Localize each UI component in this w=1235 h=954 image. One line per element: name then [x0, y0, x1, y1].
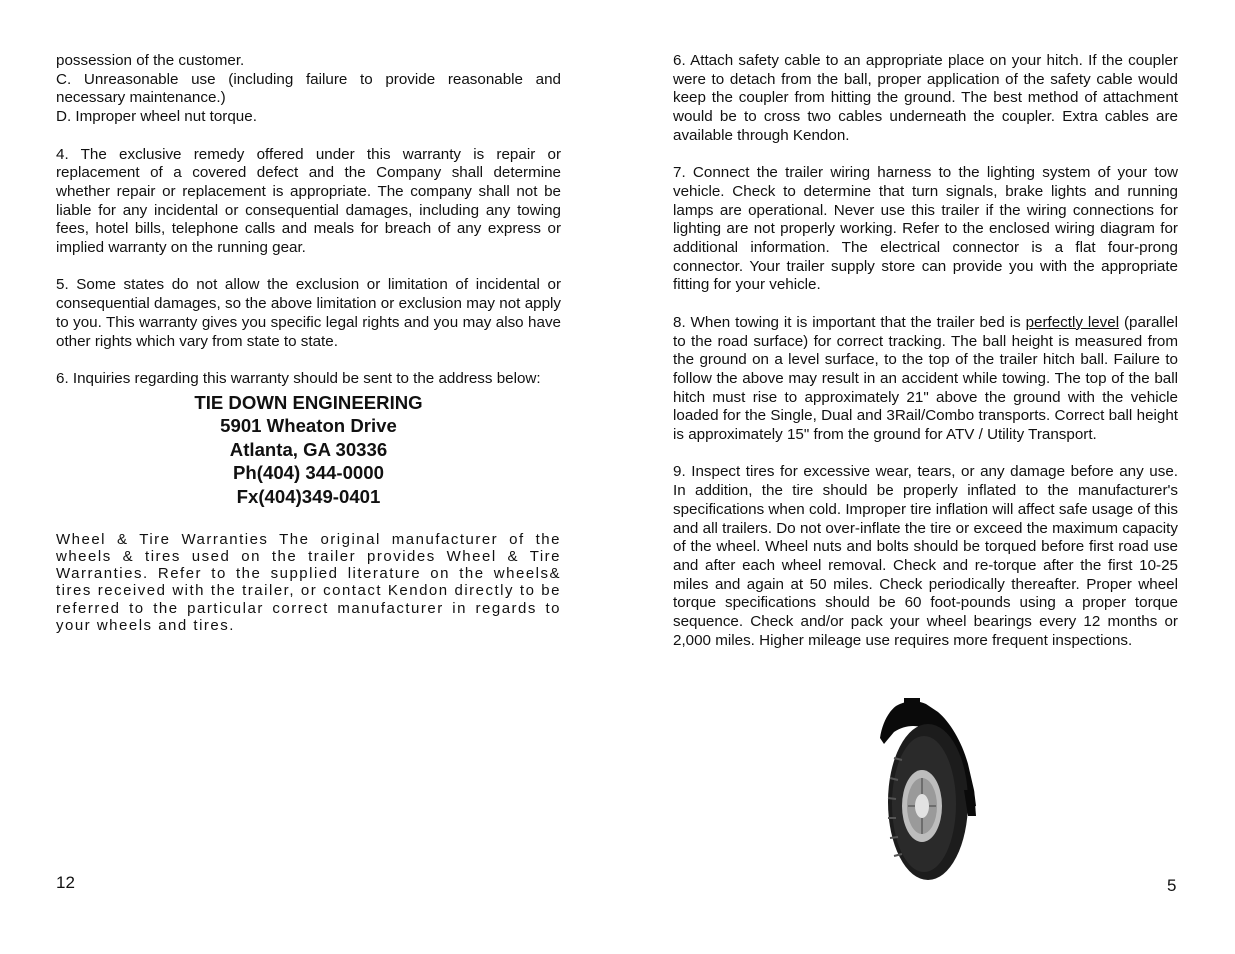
paragraph-8-towing: [673, 314, 1178, 445]
wheel-tire-warranty: Wheel & Tire Warranties The original manufacturer of the wheels & tires used on the trailer provides Wheel & Tire Warranties. Refer to the supplied literature on the wheels& tires received with the trailer, or contact Kendon directly to be referred to the particular correct manufacturer in regards to your wheels and tires.: [56, 530, 561, 635]
paragraph-6-safety-cable: 6. Attach safety cable to an appropriate place on your hitch. If the coupler were to detach from the ball, proper application of the safety cable would keep the coupler from hitting the ground. The best method of attachment would be to cross two cables underneath the coupler. Extra cables are available through Kendon.: [673, 52, 1178, 144]
paragraph-9-tires: 9. Inspect tires for excessive wear, tears, or any damage before any use. In addition, the tire should be properly inflated to the manufacturer's specifications when cold. Improper tire inflation will affect safe usage of this and all trailers. Do not over-inflate the tire or exceed the maximum capacity of the wheel. Wheel nuts and bolts should be torqued before first road use and after each wheel removal. Check and re-torque after the first 10-25 miles and again at 50 miles. Check periodically thereafter. Proper wheel torque specifications should be 60 foot-pounds using a proper torque sequence. Check and/or pack your wheel bearings every 12 months or 2,000 miles. Higher mileage use requires more frequent inspections.: [673, 463, 1178, 649]
page-number-right: 5: [1167, 876, 1177, 895]
text-line: D. Improper wheel nut torque.: [56, 108, 257, 126]
fax-number: Fx(404)349-0401: [236, 485, 381, 507]
phone-number: Ph(404) 344-0000: [233, 462, 384, 484]
right-page-text: [673, 52, 1178, 650]
page-number-left: 12: [56, 873, 75, 892]
para8-start: 8. When towing it is important that the trailer bed is: [673, 313, 1026, 331]
company-name: TIE DOWN ENGINEERING: [194, 391, 423, 413]
underlined-phrase: perfectly level: [1025, 313, 1120, 331]
street-address: 5901 Wheaton Drive: [220, 415, 397, 437]
company-address: [56, 391, 561, 509]
city-state-zip: Atlanta, GA 30336: [229, 438, 388, 460]
text-line: possession of the customer.: [56, 52, 245, 69]
paragraph-6: 6. Inquiries regarding this warranty should be sent to the address below:: [56, 369, 541, 387]
paragraph-5: 5. Some states do not allow the exclusion or limitation of incidental or consequential damages, so the above limitation or exclusion may not apply to you. This warranty gives you specific legal rights and you may also have other rights which vary from state to state.: [56, 276, 561, 350]
para8-rest: (parallel to the road surface) for correct tracking. The ball height is measured from the ground on a level surface, to the top of the trailer hitch ball. Failure to follow the above may result in an accident while towing. The top of the ball hitch must rise to approximately 21" above the ground with the vehicle loaded for the Single, Dual and 3Rail/Combo transports. Correct ball height is approximately 15" from the ground for ATV / Utility Transport.: [673, 313, 1179, 444]
paragraph-7-wiring: 7. Connect the trailer wiring harness to the lighting system of your tow vehicle. Check to determine that turn signals, brake lights and running lamps are operational. Never use this trailer if the wiring connections for lighting are not properly working. Refer to the enclosed wiring diagram for additional information. The electrical connector is a flat four-prong connector. Your trailer supply store can provide you with the appropriate fitting for your vehicle.: [673, 164, 1178, 294]
text-line: C. Unreasonable use (including failure to provide reasonable and necessary maintenance.): [56, 70, 561, 107]
tire-fender-image: [876, 698, 980, 882]
paragraph-4: 4. The exclusive remedy offered under this warranty is repair or replacement of a covered defect and the Company shall determine whether repair or replacement is appropriate. The company shall not be liable for any incidental or consequential damages, including any towing fees, hotel bills, telephone calls and meals for breach of any express or implied warranty on the running gear.: [56, 145, 561, 257]
left-page-text: [56, 52, 561, 634]
